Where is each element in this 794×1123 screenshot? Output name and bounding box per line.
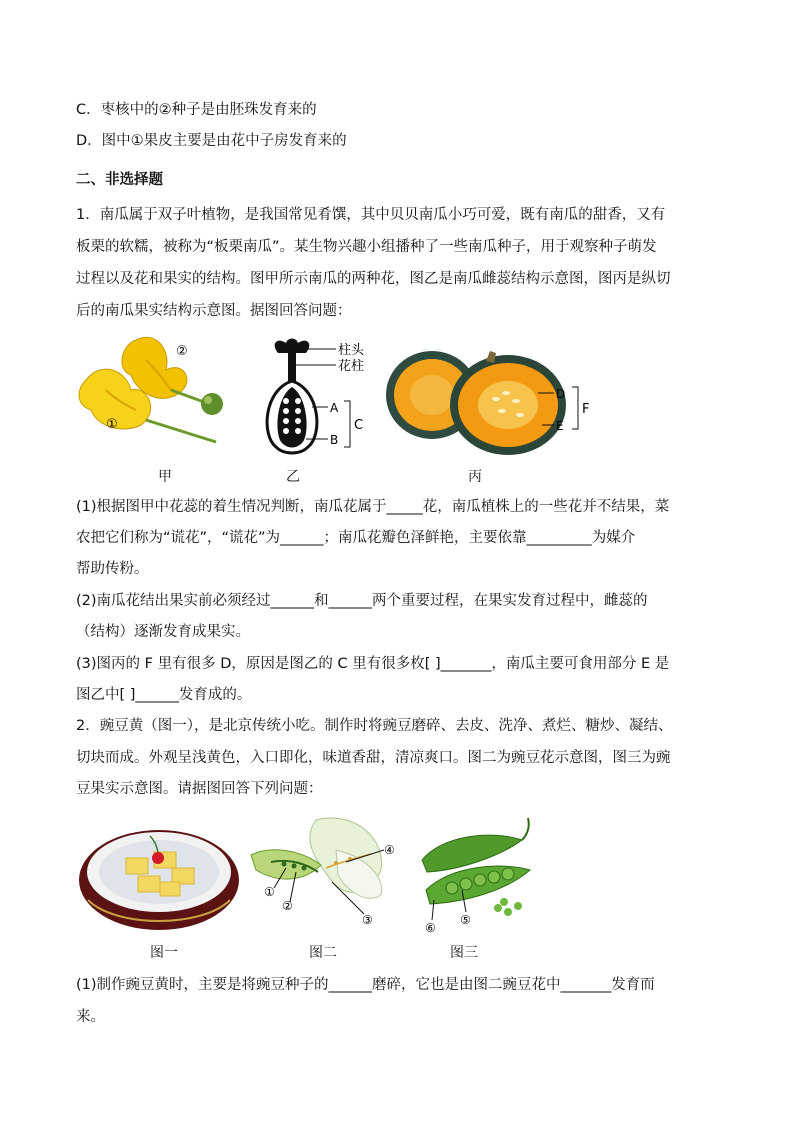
q1-part2-line: (2)南瓜花结出果实前必须经过______和______两个重要过程，在果实发育过程中，雌蕊的 (76, 593, 648, 609)
caption-yi: 乙 (286, 469, 300, 485)
flower-part-4: ④ (384, 843, 395, 857)
label-d: D (556, 387, 566, 401)
fruit-part-5: ⑤ (460, 913, 471, 927)
q1-text-line: 后的南瓜果实结构示意图。据图回答问题： (76, 303, 352, 319)
caption-fig3: 图三 (450, 945, 478, 961)
q1-part1-line: 农把它们称为“谎花”，“谎花”为______；南瓜花瓣色泽鲜艳，主要依靠_________为媒介 (76, 530, 636, 546)
q2-part1-line: 来。 (76, 1009, 105, 1025)
flower-part-2: ② (282, 899, 293, 913)
pumpkin-flowers-figure (76, 330, 246, 455)
caption-jia: 甲 (158, 469, 172, 485)
pea-flower-diagram (246, 810, 406, 935)
label-b: B (330, 433, 339, 447)
q1-text-line: 板栗的软糯，被称为“板栗南瓜”。某生物兴趣小组播种了一些南瓜种子，用于观察种子萌发 (76, 239, 657, 255)
style-label: 花柱 (338, 359, 365, 374)
fruit-part-6: ⑥ (425, 921, 436, 935)
q2-text-line: 豆果实示意图。请据图回答下列问题： (76, 781, 323, 797)
caption-fig1: 图一 (150, 945, 178, 961)
q1-text-line: 过程以及花和果实的结构。图甲所示南瓜的两种花，图乙是南瓜雌蕊结构示意图，图丙是纵切 (76, 271, 671, 287)
caption-bing: 丙 (468, 469, 482, 485)
q1-part3-line: (3)图丙的 F 里有很多 D，原因是图乙的 C 里有很多枚[ ]_______，南瓜主要可食用部分 E 是 (76, 656, 670, 672)
q2-text-line: 2．豌豆黄（图一），是北京传统小吃。制作时将豌豆磨碎、去皮、洗净、煮烂、糖炒、凝结、 (76, 718, 673, 734)
q1-text-line: 1．南瓜属于双子叶植物，是我国常见肴馔，其中贝贝南瓜小巧可爱，既有南瓜的甜香，又有 (76, 207, 666, 223)
section-heading: 二、非选择题 (76, 172, 163, 188)
label-f: F (582, 402, 590, 417)
label-e: E (556, 419, 564, 433)
pea-pudding-figure (76, 810, 242, 935)
q1-part1-line: (1)根据图甲中花蕊的着生情况判断，南瓜花属于_____花，南瓜植株上的一些花并不结果，菜 (76, 499, 670, 515)
label-a: A (330, 401, 339, 415)
caption-fig2: 图二 (309, 945, 337, 961)
q1-part1-line: 帮助传粉。 (76, 561, 149, 577)
label-c: C (354, 418, 364, 433)
option-d: D．图中①果皮主要是由花中子房发育来的 (76, 133, 347, 149)
q1-part3-line: 图乙中[ ]______发育成的。 (76, 687, 252, 703)
q2-part1-line: (1)制作豌豆黄时，主要是将豌豆种子的______磨碎，它也是由图二豌豆花中_______发育而 (76, 977, 655, 993)
flower-part-3: ③ (362, 913, 373, 927)
pumpkin-fruit-figure (382, 335, 602, 460)
pistil-diagram (256, 335, 376, 460)
q1-part2-line: （结构）逐渐发育成果实。 (76, 624, 250, 640)
pea-pod-figure (412, 810, 542, 935)
option-c: C．枣核中的②种子是由胚珠发育来的 (76, 102, 317, 118)
flower-part-1: ① (264, 885, 275, 899)
flower-label-2: ② (176, 344, 188, 359)
q2-text-line: 切块而成。外观呈浅黄色，入口即化，味道香甜，清凉爽口。图二为豌豆花示意图，图三为豌 (76, 750, 671, 766)
flower-label-1: ① (106, 417, 118, 432)
stigma-label: 柱头 (338, 343, 365, 358)
